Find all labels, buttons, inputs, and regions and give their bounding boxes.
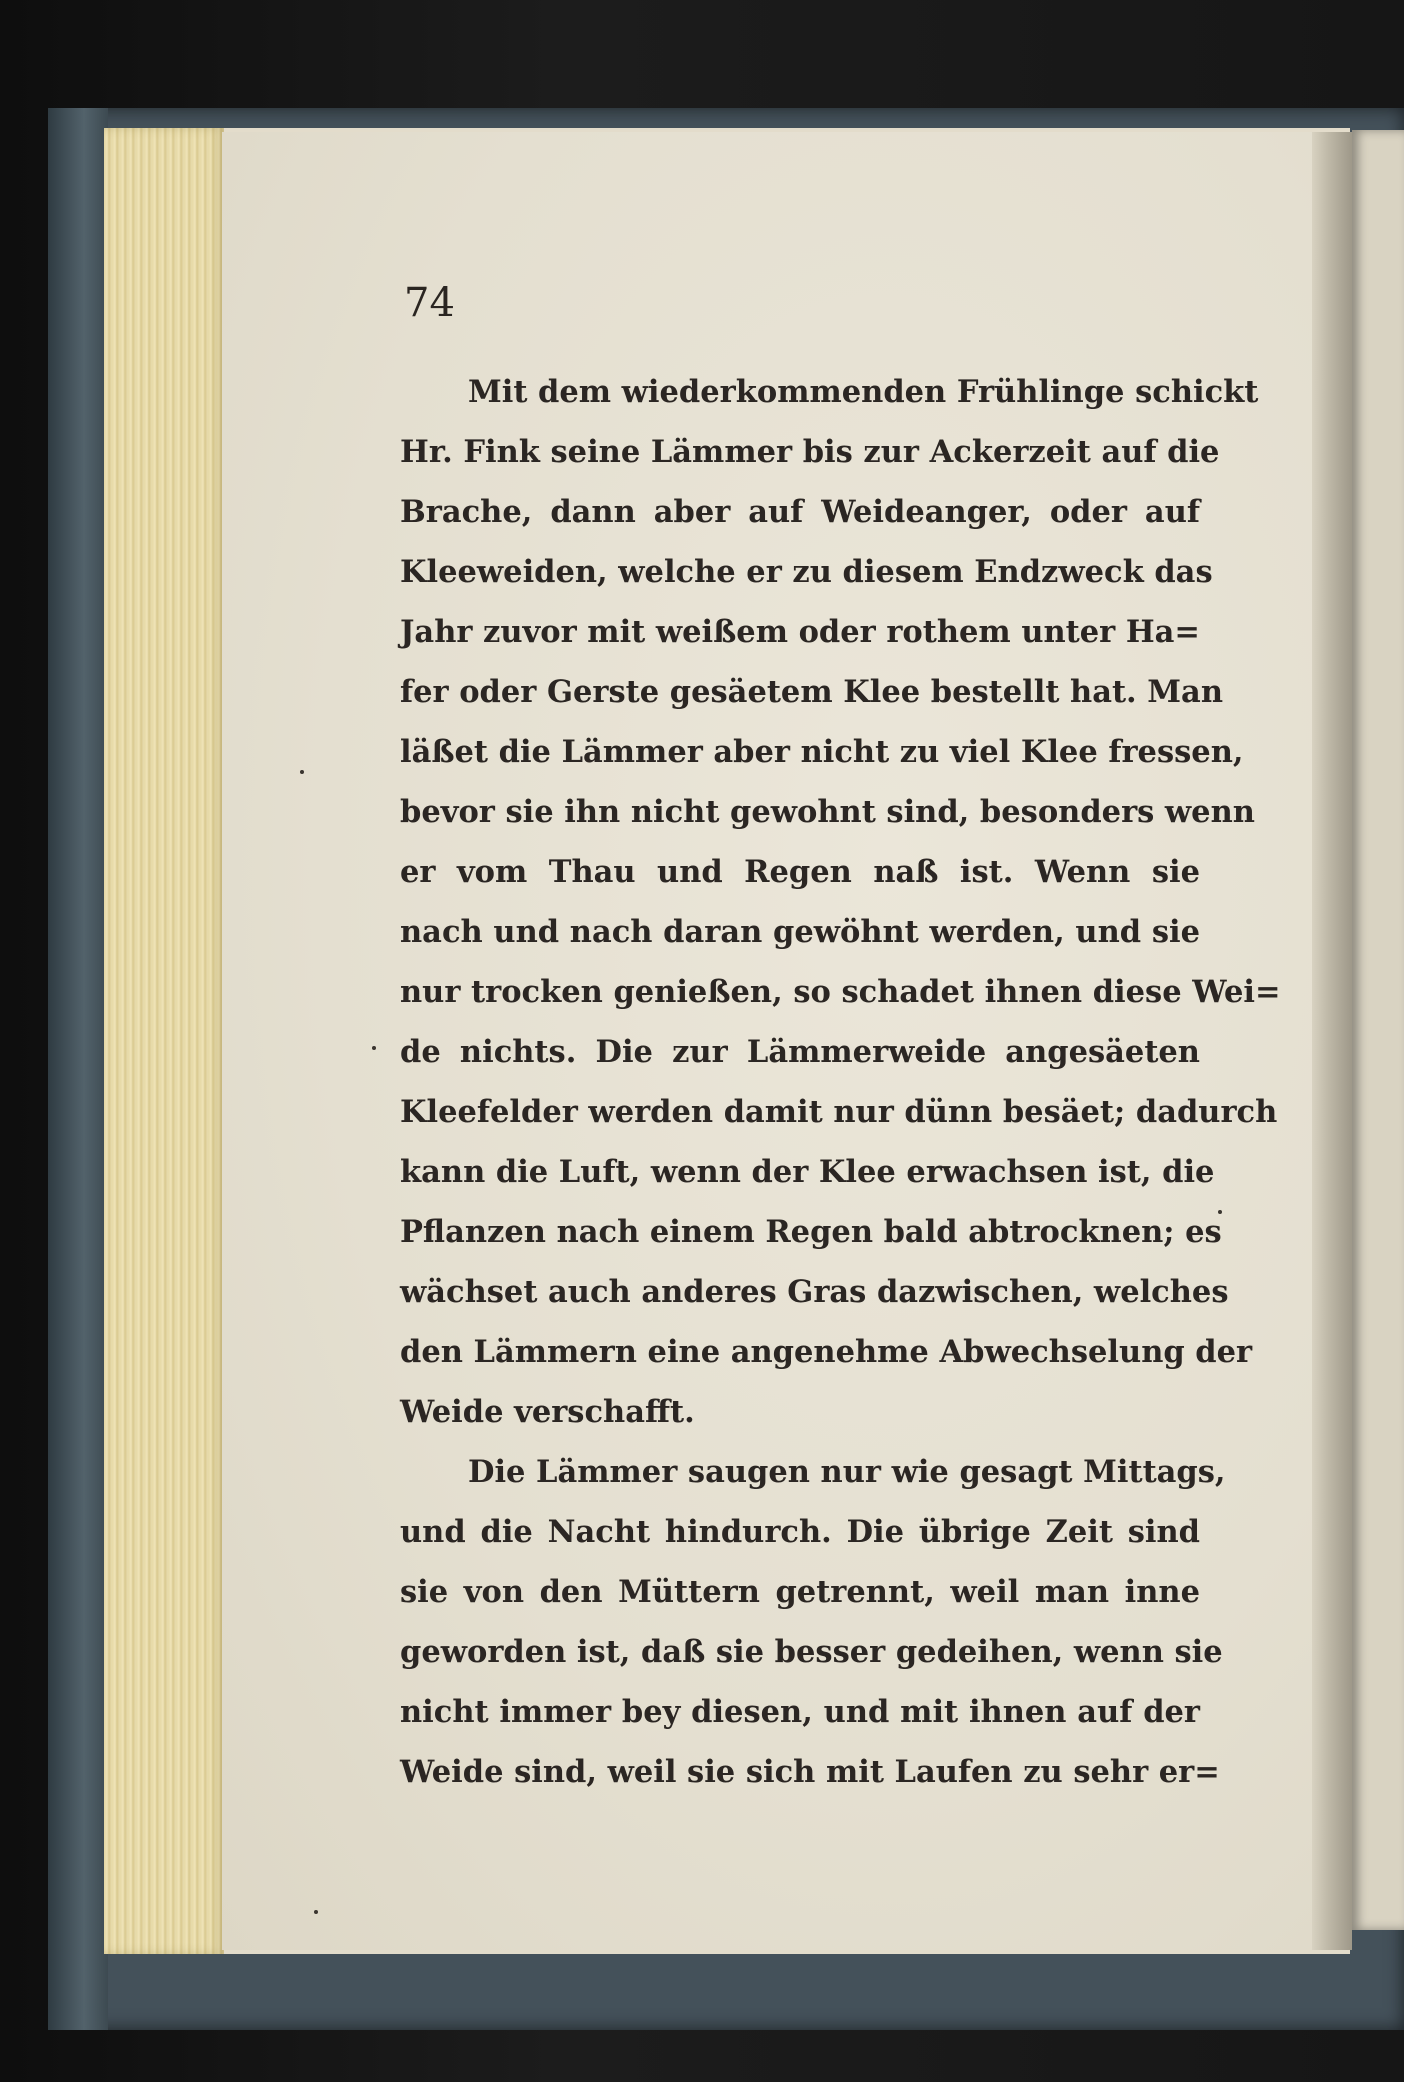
- text-line: Hr. Fink seine Lämmer bis zur Ackerzeit auf die: [400, 434, 1220, 470]
- page-body-text: [400, 362, 1281, 1802]
- text-line: wächset auch anderes Gras dazwischen, welches: [400, 1274, 1229, 1310]
- text-line: Die Lämmer saugen nur wie gesagt Mittags,: [468, 1454, 1226, 1490]
- text-line: sie von den Müttern getrennt, weil man inne: [400, 1574, 1200, 1610]
- text-line: nur trocken genießen, so schadet ihnen diese Wei=: [400, 974, 1281, 1010]
- page-speck: [372, 1046, 376, 1050]
- text-line: er vom Thau und Regen naß ist. Wenn sie: [400, 854, 1200, 890]
- text-line: nicht immer bey diesen, und mit ihnen auf der: [400, 1694, 1200, 1730]
- text-line: de nichts. Die zur Lämmerweide angesäeten: [400, 1034, 1200, 1070]
- text-line: geworden ist, daß sie besser gedeihen, wenn sie: [400, 1634, 1223, 1670]
- cover-edge: [48, 108, 108, 2030]
- text-line: Pflanzen nach einem Regen bald abtrocknen; es: [400, 1214, 1222, 1250]
- next-page-edge: [1352, 130, 1404, 1930]
- text-line: Kleeweiden, welche er zu diesem Endzweck das: [400, 554, 1213, 590]
- text-line: fer oder Gerste gesäetem Klee bestellt hat. Man: [400, 674, 1223, 710]
- text-line: Kleefelder werden damit nur dünn besäet; dadurch: [400, 1094, 1278, 1130]
- text-line: Jahr zuvor mit weißem oder rothem unter Ha=: [400, 614, 1200, 650]
- text-line: läßet die Lämmer aber nicht zu viel Klee fressen,: [400, 734, 1244, 770]
- text-line: Weide sind, weil sie sich mit Laufen zu sehr er=: [400, 1754, 1220, 1790]
- text-line: kann die Luft, wenn der Klee erwachsen ist, die: [400, 1154, 1215, 1190]
- text-line: Brache, dann aber auf Weideanger, oder auf: [400, 494, 1200, 530]
- text-line: den Lämmern eine angenehme Abwechselung der: [400, 1334, 1253, 1370]
- text-line: bevor sie ihn nicht gewohnt sind, besonders wenn: [400, 794, 1255, 830]
- text-line: Mit dem wiederkommenden Frühlinge schickt: [468, 374, 1259, 410]
- book-gutter: [1312, 132, 1352, 1950]
- page-speck: [314, 1910, 318, 1914]
- page-edges: [104, 128, 224, 1954]
- text-line: Weide verschafft.: [400, 1394, 695, 1430]
- text-line: und die Nacht hindurch. Die übrige Zeit sind: [400, 1514, 1200, 1550]
- text-line: nach und nach daran gewöhnt werden, und sie: [400, 914, 1200, 950]
- page-speck: [300, 770, 304, 774]
- page-number: 74: [404, 280, 455, 326]
